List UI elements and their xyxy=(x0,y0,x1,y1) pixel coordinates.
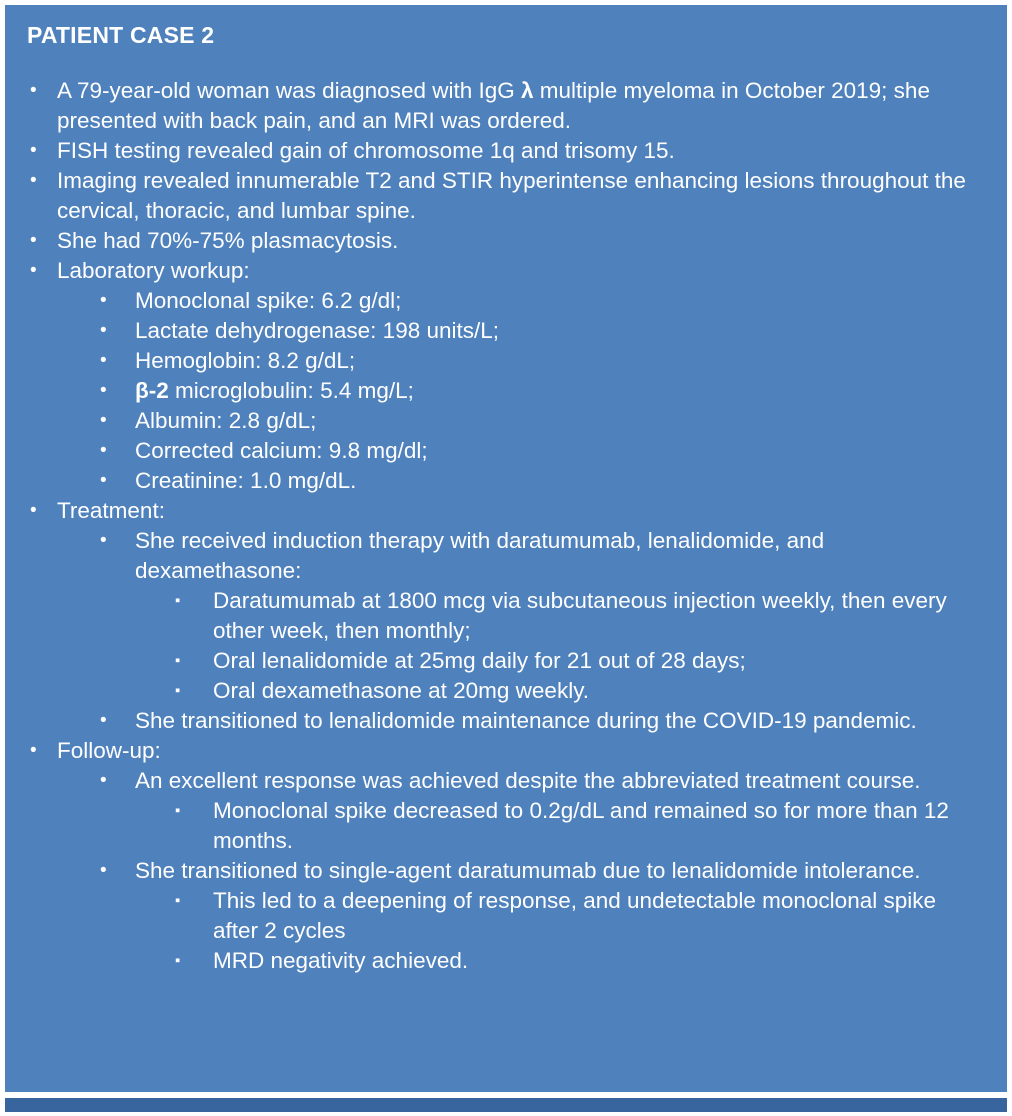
list-item-text: She transitioned to single-agent daratumumab due to lenalidomide intolerance. xyxy=(135,858,921,883)
list-item-text: Follow-up: xyxy=(57,738,161,763)
list-item xyxy=(100,436,987,466)
list-item-text: Monoclonal spike: 6.2 g/dl; xyxy=(135,288,402,313)
list-item-text: She transitioned to lenalidomide maintenance during the COVID-19 pandemic. xyxy=(135,708,917,733)
list-item-text: Oral dexamethasone at 20mg weekly. xyxy=(213,678,590,703)
patient-case-slide xyxy=(5,5,1007,1092)
bullet-icon: • xyxy=(30,140,37,161)
bullet-icon: • xyxy=(30,80,37,101)
list-item-text: β-2 microglobulin: 5.4 mg/L; xyxy=(135,378,414,403)
list-item xyxy=(30,166,987,226)
list-item-text: This led to a deepening of response, and undetectable monoclonal spike after 2 cycles xyxy=(213,888,936,943)
slide-title: PATIENT CASE 2 xyxy=(27,22,215,48)
bullet-icon: • xyxy=(100,290,107,311)
list-item-text: Corrected calcium: 9.8 mg/dl; xyxy=(135,438,428,463)
list-item xyxy=(30,226,987,256)
bullet-icon: • xyxy=(100,410,107,431)
list-item-text: Imaging revealed innumerable T2 and STIR hyperintense enhancing lesions throughout the cervical, thoracic, and lumbar spine. xyxy=(57,168,966,223)
list-item xyxy=(100,856,987,886)
list-item xyxy=(100,376,987,406)
square-bullet-icon: ▪ xyxy=(175,592,181,609)
square-bullet-icon: ▪ xyxy=(175,802,181,819)
bullet-icon: • xyxy=(30,170,37,191)
list-item-text: Hemoglobin: 8.2 g/dL; xyxy=(135,348,356,373)
bullet-icon: • xyxy=(100,350,107,371)
square-bullet-icon: ▪ xyxy=(175,952,181,969)
list-item xyxy=(100,526,987,586)
list-item xyxy=(175,676,987,706)
list-item-text: Albumin: 2.8 g/dL; xyxy=(135,408,317,433)
list-item xyxy=(30,136,987,166)
list-item-text: FISH testing revealed gain of chromosome 1q and trisomy 15. xyxy=(57,138,675,163)
bullet-icon: • xyxy=(100,530,107,551)
square-bullet-icon: ▪ xyxy=(175,892,181,909)
bullet-icon: • xyxy=(100,860,107,881)
list-item-text: She received induction therapy with daratumumab, lenalidomide, and dexamethasone: xyxy=(135,528,825,583)
list-item xyxy=(100,466,987,496)
list-item xyxy=(30,736,987,766)
bullet-icon: • xyxy=(30,500,37,521)
list-item-text: A 79-year-old woman was diagnosed with IgG λ multiple myeloma in October 2019; she presented with back pain, and an MRI was ordered. xyxy=(57,78,930,133)
list-item xyxy=(30,76,987,136)
list-item xyxy=(100,706,987,736)
list-item xyxy=(30,256,987,286)
list-item-text: An excellent response was achieved despite the abbreviated treatment course. xyxy=(135,768,921,793)
bullet-icon: • xyxy=(100,440,107,461)
list-item xyxy=(100,406,987,436)
bullet-icon: • xyxy=(30,230,37,251)
bullet-icon: • xyxy=(100,320,107,341)
list-item-text: She had 70%-75% plasmacytosis. xyxy=(57,228,399,253)
list-item xyxy=(175,946,987,976)
list-item-text: Oral lenalidomide at 25mg daily for 21 out of 28 days; xyxy=(213,648,746,673)
list-item-text: MRD negativity achieved. xyxy=(213,948,469,973)
bullet-icon: • xyxy=(100,380,107,401)
square-bullet-icon: ▪ xyxy=(175,652,181,669)
list-item xyxy=(100,346,987,376)
list-item xyxy=(175,886,987,946)
list-item xyxy=(100,316,987,346)
list-item xyxy=(30,496,987,526)
list-item-text: Monoclonal spike decreased to 0.2g/dL and remained so for more than 12 months. xyxy=(213,798,949,853)
bullet-icon: • xyxy=(100,710,107,731)
bullet-icon: • xyxy=(100,770,107,791)
list-item xyxy=(175,586,987,646)
list-item-text: Lactate dehydrogenase: 198 units/L; xyxy=(135,318,500,343)
bullet-icon: • xyxy=(30,260,37,281)
bullet-icon: • xyxy=(100,470,107,491)
square-bullet-icon: ▪ xyxy=(175,682,181,699)
list-item xyxy=(175,796,987,856)
list-item xyxy=(175,646,987,676)
list-item-text: Creatinine: 1.0 mg/dL. xyxy=(135,468,357,493)
list-item-text: Laboratory workup: xyxy=(57,258,250,283)
list-item xyxy=(100,286,987,316)
list-item-text: Treatment: xyxy=(57,498,165,523)
list-item-text: Daratumumab at 1800 mcg via subcutaneous injection weekly, then every other week, then monthly; xyxy=(213,588,947,643)
list-item xyxy=(100,766,987,796)
bullet-icon: • xyxy=(30,740,37,761)
next-slide-top-edge xyxy=(5,1098,1007,1112)
